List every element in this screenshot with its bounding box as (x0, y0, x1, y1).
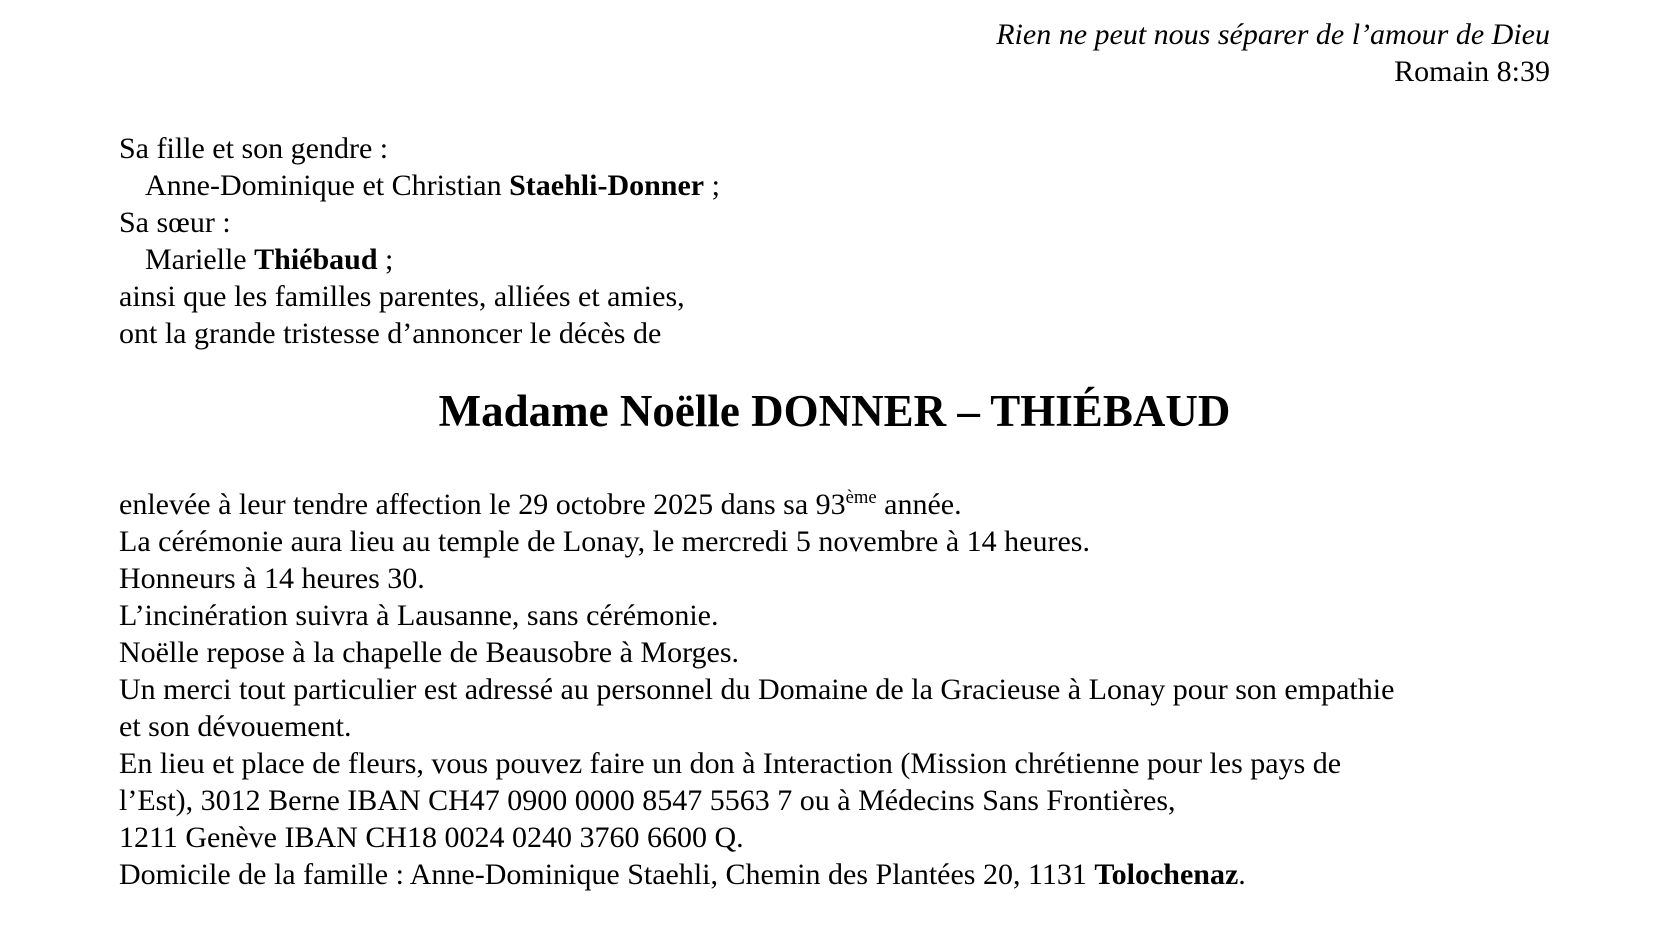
family-paragraph (119, 130, 1550, 352)
announcement-line-ceremony: La cérémonie aura lieu au temple de Lonay, le mercredi 5 novembre à 14 heures. (119, 525, 1090, 558)
family-line-daughter-names (119, 167, 1550, 204)
family-daughter-names-text: Anne-Dominique et Christian (145, 169, 510, 202)
family-daughter-surname: Staehli-Donner (509, 169, 705, 202)
family-line-sorrow: ont la grande tristesse d’annoncer le décès de (119, 317, 662, 350)
domicile-address-text: Domicile de la famille : Anne-Dominique Staehli, Chemin des Plantées 20, 1131 (119, 858, 1095, 891)
epigraph (119, 16, 1550, 90)
epigraph-quote: Rien ne peut nous séparer de l’amour de Dieu (996, 18, 1550, 51)
family-line-sister-name (119, 241, 1550, 278)
announcement-line-repose: Noëlle repose à la chapelle de Beausobre à Morges. (119, 636, 740, 669)
domicile-city: Tolochenaz (1094, 858, 1239, 891)
announcement-line-death (119, 486, 1550, 523)
age-ordinal-superscript: ème (845, 487, 877, 508)
epigraph-reference: Romain 8:39 (1394, 55, 1550, 88)
announcement-paragraph (119, 486, 1550, 893)
announcement-line-thanks: Un merci tout particulier est adressé au personnel du Domaine de la Gracieuse à Lonay pour son empathie (119, 673, 1395, 706)
family-sister-surname: Thiébaud (254, 243, 378, 276)
deceased-name-title: Madame Noëlle DONNER – THIÉBAUD (438, 386, 1231, 436)
domicile-punct: . (1238, 858, 1246, 891)
family-sister-punct: ; (377, 243, 394, 276)
family-daughter-punct: ; (704, 169, 720, 202)
announcement-line-incineration: L’incinération suivra à Lausanne, sans cérémonie. (119, 599, 719, 632)
family-line-relatives: ainsi que les familles parentes, alliées et amies, (119, 280, 685, 313)
announcement-line-donation-iban1: l’Est), 3012 Berne IBAN CH47 0900 0000 8547 5563 7 ou à Médecins Sans Frontières, (119, 784, 1176, 817)
announcement-line-donation: En lieu et place de fleurs, vous pouvez faire un don à Interaction (Mission chrétienne pour les pays de (119, 747, 1342, 780)
death-date-end: année. (876, 488, 962, 521)
announcement-line-domicile (119, 856, 1550, 893)
family-sister-firstname: Marielle (145, 243, 255, 276)
announcement-line-donation-iban2: 1211 Genève IBAN CH18 0024 0240 3760 6600 Q. (119, 821, 744, 854)
death-date-text: enlevée à leur tendre affection le 29 octobre 2025 dans sa 93 (119, 488, 846, 521)
announcement-line-thanks-cont: et son dévouement. (119, 710, 352, 743)
family-line-sister-label: Sa sœur : (119, 206, 231, 239)
announcement-line-honneurs: Honneurs à 14 heures 30. (119, 562, 425, 595)
family-line-daughter-label: Sa fille et son gendre : (119, 132, 389, 165)
